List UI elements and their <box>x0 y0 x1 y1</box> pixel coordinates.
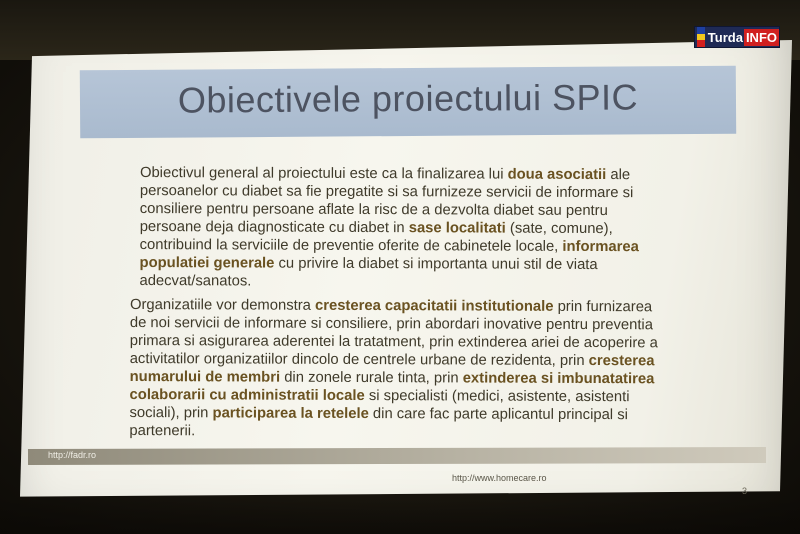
slide-footer-bar <box>28 447 766 465</box>
paragraph-organizations <box>129 296 670 442</box>
bold-phrase: cresterea capacitatii institutionale <box>314 297 554 315</box>
bold-phrase: informarea populatiei generale <box>139 238 639 272</box>
footer-left-url: http://fadr.ro <box>48 450 97 460</box>
text-run: Organizatiile vor demonstra <box>129 297 316 314</box>
slide-title-bar <box>80 66 736 139</box>
text-run: din care fac parte aplicantul principal si partenerii. <box>129 406 628 440</box>
turdainfo-watermark-logo <box>694 26 780 48</box>
footer-center-url: http://www.homecare.ro <box>452 473 547 483</box>
paragraph-general-objective <box>139 164 660 292</box>
slide-title: Obiectivele proiectului SPIC <box>177 76 639 121</box>
text-run: Obiectivul general al proiectului este ca la finalizarea lui <box>139 164 508 183</box>
text-run: cu privire la diabet si importanta unui stil de viata adecvat/sanatos. <box>139 255 598 290</box>
floor-shadow <box>0 500 800 534</box>
bold-phrase: doua asociatii <box>507 166 607 184</box>
logo-text-turda: Turda <box>707 29 743 45</box>
text-run: si specialisti (medici, asistente, asistenti sociali), prin <box>129 388 630 422</box>
slide-page-number: 3 <box>742 486 748 496</box>
bold-phrase: participarea la retelele <box>212 405 369 423</box>
bold-phrase: sase localitati <box>408 220 506 237</box>
text-run: din zonele rurale tinta, prin <box>280 369 463 387</box>
logo-text-info: INFO <box>745 29 777 45</box>
flag-icon <box>697 27 705 47</box>
bold-phrase: cresterea numarului de membri <box>129 353 655 386</box>
bold-phrase: extinderea si imbunatatirea colaborarii cu administratii locale <box>129 370 655 405</box>
text-run: prin furnizarea de noi servicii de informare si consiliere, prin abordari inovative pentru preventia primara si asigurarea aderentei la tratatment, prin extinderea ariei de acoperire a activitatilor organizatiilor dincolo de centrele urbane de rezidenta, prin <box>129 298 658 370</box>
text-run: ale persoanelor cu diabet sa fie pregatite si sa furnizeze servicii de informare si consiliere pentru persoane aflate la risc de a dezvolta diabet sau pentru persoane deja diagnosticate cu diabet in <box>139 167 634 237</box>
text-run: (sate, comune), contribuind la serviciile de preventie oferite de cabinetele locale, <box>139 220 613 255</box>
